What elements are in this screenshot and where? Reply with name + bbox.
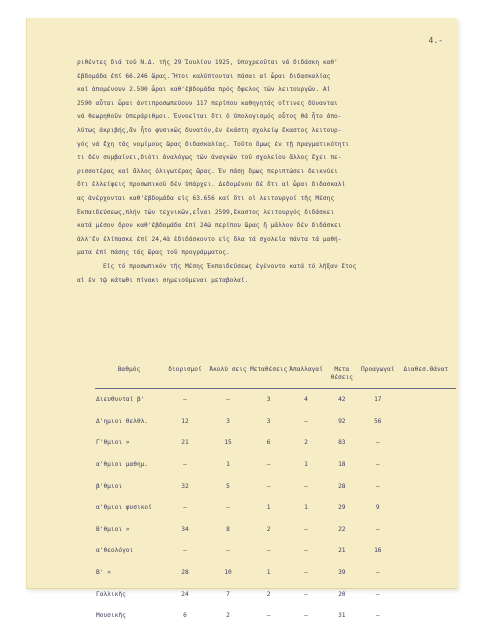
table-cell: 5 [226, 482, 230, 490]
column-header: Βαθμός [95, 366, 163, 389]
table-cell [396, 389, 456, 411]
table-cell: – [375, 590, 380, 598]
body-line: ἑβδομάδα ἐπί 66.246 ὥρας. Ἤτοι καλύπτονται πᾶσαι αἱ ὧραι διδασκαλίας [77, 72, 331, 80]
body-line: τι δέν συμβαίνει,διότι ἀναλόγως τῶν ἀναγκῶν τοῦ σχολείου ἄλλος ἔχει πε- [77, 154, 342, 162]
table-header-row [95, 366, 456, 389]
table-cell: – [304, 612, 308, 620]
table-cell: 17 [374, 396, 382, 404]
table-cell: 16 [374, 547, 382, 555]
document-page [26, 18, 457, 620]
body-line: Ἐκπαιδεύσεως,πλήν τῶν τεχνικῶν,εἶναι 2599,ἕκαστος λειτουργός διδάσκει [77, 208, 335, 216]
table-cell: 83 [338, 439, 346, 447]
row-label: α'θμιοι μαθημ. [96, 461, 149, 469]
table-cell: 42 [338, 396, 346, 404]
table-cell: 22 [338, 525, 346, 533]
table-row [95, 411, 456, 433]
table-cell: 1 [266, 569, 271, 577]
table-row [95, 389, 456, 411]
table-cell: 20 [338, 590, 346, 598]
row-label: β'θμιοι [96, 482, 123, 490]
table-cell: – [183, 461, 187, 469]
table-row [95, 432, 456, 454]
table-cell: 3 [266, 396, 271, 404]
table-cell [396, 519, 456, 541]
table-cell: – [266, 461, 271, 469]
table-cell: 28 [181, 569, 189, 577]
table-cell: 8 [226, 525, 230, 533]
table-row [95, 540, 456, 562]
row-label: Μουσικῆς [96, 612, 126, 620]
body-line: Εἰς τό προσωπικόν τῆς Μέσης Ἐκπαιδεύσεως ἐγένοντο κατά τό λῆξαν ἔτος [103, 262, 357, 270]
table-cell: 92 [338, 417, 346, 425]
table-cell: – [183, 396, 187, 404]
table-row [95, 562, 456, 584]
table-cell: 2 [304, 439, 308, 447]
body-line: κατά μέσον ὅρον καθ'ἑβδομάδα ἐπί 24ῶ περίπου ὥρας ἤ μᾶλλον δέν διδάσκει [77, 222, 342, 230]
table-cell [396, 432, 456, 454]
body-line: αἱ ἐν τῷ κάτωθι πίνακι σημειούμεναι μεταβολαί. [77, 276, 249, 284]
table-cell: – [183, 547, 187, 555]
table-cell: 12 [181, 417, 189, 425]
table-cell: 1 [226, 461, 230, 469]
row-label: Γαλλικῆς [96, 590, 126, 598]
table-cell: – [266, 482, 271, 490]
table-cell: – [226, 396, 230, 404]
table-cell: 3 [266, 417, 271, 425]
table-row [95, 454, 456, 476]
personnel-changes-table [95, 366, 456, 627]
body-line: ὅτι ἐλλείψεις προσωπικοῦ δέν ὑπάρχει. Δεδομένου δέ ὅτι αἱ ὧραι διδασκαλί [77, 181, 346, 189]
table-cell: 24 [181, 590, 189, 598]
table-cell: 21 [338, 547, 346, 555]
body-line: ριθέντες διά τοῦ Ν.Δ. τῆς 29 Ἰουλίου 1925, ὑποχρεοῦται νά διδάσκη καθ' [77, 59, 338, 66]
body-line: λύτως ἀκριβής,ἄν ἦτο φυσικῶς δυνατόν,ἐν ἑκάστη σχολείῳ ἕκαστος λειτουρ- [77, 126, 342, 134]
table-cell: – [304, 547, 308, 555]
table-cell: – [375, 525, 380, 533]
table-cell: – [375, 569, 380, 577]
table-cell: 6 [266, 439, 271, 447]
table-cell: – [226, 504, 230, 512]
table-cell: 1 [304, 461, 308, 469]
column-header: διορισμοί [163, 366, 207, 389]
table-cell: 56 [374, 417, 382, 425]
table-cell: 4 [304, 396, 308, 404]
body-line: 2590 αὗται ὧραι ἀντιπροσωπεύουν 117 περίπου καθηγητάς οἵτινες δύνανται [77, 99, 338, 107]
table-cell [396, 605, 456, 627]
table-cell: – [375, 461, 380, 469]
row-label: α'θμιοι φυσικοί [96, 504, 152, 512]
table-cell: – [304, 417, 308, 425]
table-row [95, 519, 456, 541]
table-cell: 3 [226, 417, 230, 425]
body-line: ἀλλ'ἔν ἐλίπασκε ἐπί 24,4ὰ ἐδιδάσκοντο εἰς ὅλα τά σχολεῖα πάντα τά μαθή- [77, 235, 342, 243]
table-cell: – [304, 482, 308, 490]
row-label: Β' » [96, 569, 111, 577]
body-line: καί ἀπομένουν 2.590 ὧραι καθ'ἑβδομάδα πρός ὄφελος τῶν λειτουργῶν. Αἱ [77, 86, 331, 94]
table-cell: 29 [338, 504, 346, 512]
body-line: νά θεωρηθοῦν ὑπεράριθμοι. Ἐννοεῖται ὅτι ὁ ὑπολογισμός οὗτος θά ἦτο ἀπο- [77, 113, 342, 121]
table-cell: – [375, 612, 380, 620]
table-cell: 15 [224, 439, 232, 447]
page-number: 4.- [428, 36, 443, 45]
table-cell: – [266, 612, 271, 620]
table-cell: – [304, 590, 308, 598]
table-cell: 28 [338, 482, 346, 490]
table-cell: – [375, 439, 380, 447]
table-cell: 2 [266, 590, 271, 598]
table-cell: 7 [226, 590, 230, 598]
table-cell: 6 [183, 612, 187, 620]
table-row [95, 475, 456, 497]
table-cell: 1 [266, 504, 271, 512]
row-label: Διευθυνταί β' [96, 396, 145, 404]
table-cell: – [304, 525, 308, 533]
table-cell: 10 [224, 569, 232, 577]
table-cell: 18 [338, 461, 346, 469]
body-line: ας ἀνέρχονται καθ'ἑβδομάδα εἰς 63.656 καί ὅτι οἱ λειτουργοί τῆς Μέσης [77, 194, 335, 202]
table-cell: 2 [226, 612, 230, 620]
table-cell: – [375, 482, 380, 490]
table-cell: 39 [338, 569, 346, 577]
table-cell [396, 583, 456, 605]
table-cell: 31 [338, 612, 346, 620]
body-line: γός νά ἔχη τάς νομίμους ὥρας διδασκαλίας. Τοῦτο ὅμως ἐν τῇ πραγματικότητι [77, 140, 349, 148]
column-header: Μεταθέσεις [249, 366, 288, 389]
body-line: ρισσοτέρας καί ἄλλος ὀλιγωτέρας ὥρας. Ἐν πάσῃ ὅμως περιπτώσει δεικνύει [77, 167, 338, 175]
table-cell: 32 [181, 482, 189, 490]
table-cell: 21 [181, 439, 189, 447]
table-cell: – [183, 504, 187, 512]
column-header: Ἀπαλλαγαί [288, 366, 324, 389]
body-text [77, 56, 477, 287]
table-cell [396, 497, 456, 519]
table-cell [396, 454, 456, 476]
table-row [95, 583, 456, 605]
table-body [95, 389, 456, 627]
table-cell: – [266, 547, 271, 555]
table-cell: 1 [304, 504, 308, 512]
table-cell: 2 [266, 525, 271, 533]
table-cell: 34 [181, 525, 189, 533]
column-header: Διαθεσ.Θάνατ [396, 366, 456, 389]
table-cell: – [226, 547, 230, 555]
body-line: ματα ἐπί πάσης τάς ὥρας τοῦ προγράμματος. [77, 249, 230, 257]
column-header: Προαγωγαί [360, 366, 396, 389]
row-label: Β'θμιοι » [96, 525, 130, 533]
table-row [95, 605, 456, 627]
column-header: Μετα θέσεις [324, 366, 360, 389]
table-row [95, 497, 456, 519]
table-cell [396, 562, 456, 584]
column-header: Ἀκολύ σεις [207, 366, 249, 389]
row-label: α'θεολόγοι [96, 547, 134, 555]
table-cell [396, 411, 456, 433]
table-cell [396, 540, 456, 562]
table-cell: 9 [375, 504, 380, 512]
table-cell [396, 475, 456, 497]
table-cell: – [304, 569, 308, 577]
row-label: Γ'θμιοι » [96, 439, 130, 447]
row-label: Δ'ημιοι θελθλ. [96, 417, 149, 425]
